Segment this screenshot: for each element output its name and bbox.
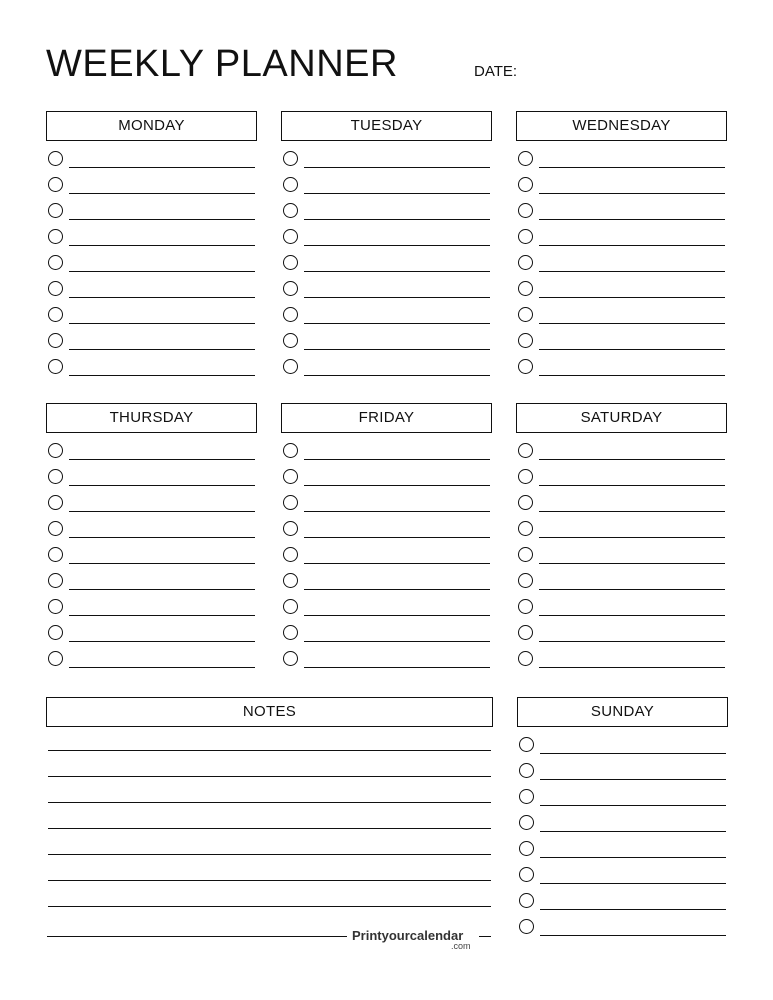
day-section-thursday: [46, 403, 257, 676]
task-line[interactable]: [539, 323, 725, 324]
checkbox-circle-icon[interactable]: [48, 469, 63, 484]
checkbox-circle-icon[interactable]: [518, 307, 533, 322]
checkbox-circle-icon[interactable]: [518, 281, 533, 296]
task-row[interactable]: [516, 520, 727, 546]
task-row[interactable]: [281, 468, 492, 494]
task-row[interactable]: [281, 546, 492, 572]
task-line[interactable]: [69, 459, 255, 460]
task-row[interactable]: [46, 150, 257, 176]
checkbox-circle-icon[interactable]: [48, 359, 63, 374]
task-row[interactable]: [517, 918, 728, 944]
checkbox-circle-icon[interactable]: [283, 359, 298, 374]
task-line[interactable]: [69, 297, 255, 298]
checkbox-circle-icon[interactable]: [48, 281, 63, 296]
task-line[interactable]: [539, 537, 725, 538]
checkbox-circle-icon[interactable]: [283, 521, 298, 536]
task-line[interactable]: [304, 245, 490, 246]
task-row[interactable]: [46, 332, 257, 358]
day-section-tuesday: [281, 111, 492, 384]
task-row[interactable]: [46, 280, 257, 306]
notes-line[interactable]: [46, 828, 493, 854]
task-line[interactable]: [304, 511, 490, 512]
task-row[interactable]: [516, 468, 727, 494]
task-line[interactable]: [304, 641, 490, 642]
checkbox-circle-icon[interactable]: [518, 625, 533, 640]
task-row[interactable]: [46, 572, 257, 598]
task-line[interactable]: [304, 537, 490, 538]
checkbox-circle-icon[interactable]: [518, 469, 533, 484]
task-line[interactable]: [69, 349, 255, 350]
task-line[interactable]: [539, 615, 725, 616]
task-row[interactable]: [517, 866, 728, 892]
checkbox-circle-icon[interactable]: [283, 547, 298, 562]
task-row[interactable]: [516, 358, 727, 384]
task-row[interactable]: [281, 572, 492, 598]
checkbox-circle-icon[interactable]: [283, 443, 298, 458]
checkbox-circle-icon[interactable]: [283, 203, 298, 218]
task-line[interactable]: [69, 589, 255, 590]
task-line[interactable]: [304, 349, 490, 350]
brand-domain: .com: [451, 941, 471, 951]
day-section-sunday: [517, 697, 728, 944]
task-row[interactable]: [46, 442, 257, 468]
task-row[interactable]: [281, 280, 492, 306]
checkbox-circle-icon[interactable]: [283, 151, 298, 166]
checkbox-circle-icon[interactable]: [283, 495, 298, 510]
task-row[interactable]: [46, 306, 257, 332]
task-list: [281, 150, 492, 384]
brand-logo-text: Printyourcalendar: [352, 928, 464, 943]
task-row[interactable]: [281, 520, 492, 546]
task-line[interactable]: [539, 219, 725, 220]
task-line[interactable]: [540, 883, 726, 884]
task-line[interactable]: [69, 375, 255, 376]
checkbox-circle-icon[interactable]: [48, 573, 63, 588]
task-row[interactable]: [516, 546, 727, 572]
task-line[interactable]: [539, 641, 725, 642]
task-line[interactable]: [540, 805, 726, 806]
task-line[interactable]: [304, 297, 490, 298]
task-line[interactable]: [69, 641, 255, 642]
task-line[interactable]: [304, 615, 490, 616]
task-line[interactable]: [539, 589, 725, 590]
page-title: WEEKLY PLANNER: [46, 43, 398, 85]
day-header: SUNDAY: [517, 697, 728, 727]
checkbox-circle-icon[interactable]: [518, 333, 533, 348]
notes-rule: [48, 802, 491, 803]
task-row[interactable]: [516, 624, 727, 650]
task-row[interactable]: [281, 624, 492, 650]
task-line[interactable]: [304, 219, 490, 220]
checkbox-circle-icon[interactable]: [519, 789, 534, 804]
checkbox-circle-icon[interactable]: [518, 177, 533, 192]
notes-line[interactable]: [46, 854, 493, 880]
checkbox-circle-icon[interactable]: [48, 333, 63, 348]
task-line[interactable]: [304, 459, 490, 460]
checkbox-circle-icon[interactable]: [519, 737, 534, 752]
task-row[interactable]: [516, 202, 727, 228]
checkbox-circle-icon[interactable]: [283, 255, 298, 270]
task-row[interactable]: [516, 598, 727, 624]
notes-section: [46, 697, 493, 932]
task-row[interactable]: [281, 306, 492, 332]
task-line[interactable]: [69, 245, 255, 246]
task-row[interactable]: [46, 202, 257, 228]
task-line[interactable]: [69, 511, 255, 512]
checkbox-circle-icon[interactable]: [518, 651, 533, 666]
notes-rule: [48, 906, 491, 907]
checkbox-circle-icon[interactable]: [48, 521, 63, 536]
task-line[interactable]: [69, 537, 255, 538]
task-line[interactable]: [539, 167, 725, 168]
task-line[interactable]: [304, 563, 490, 564]
day-section-saturday: [516, 403, 727, 676]
day-section-monday: [46, 111, 257, 384]
task-row[interactable]: [516, 176, 727, 202]
checkbox-circle-icon[interactable]: [283, 307, 298, 322]
checkbox-circle-icon[interactable]: [283, 599, 298, 614]
day-header: MONDAY: [46, 111, 257, 141]
task-row[interactable]: [281, 598, 492, 624]
task-row[interactable]: [516, 442, 727, 468]
task-line[interactable]: [69, 193, 255, 194]
checkbox-circle-icon[interactable]: [48, 599, 63, 614]
task-row[interactable]: [46, 494, 257, 520]
checkbox-circle-icon[interactable]: [48, 307, 63, 322]
notes-line[interactable]: [46, 776, 493, 802]
task-row[interactable]: [516, 650, 727, 676]
day-section-friday: [281, 403, 492, 676]
task-row[interactable]: [517, 892, 728, 918]
task-row[interactable]: [281, 254, 492, 280]
checkbox-circle-icon[interactable]: [48, 495, 63, 510]
task-row[interactable]: [516, 572, 727, 598]
task-line[interactable]: [69, 219, 255, 220]
checkbox-circle-icon[interactable]: [518, 547, 533, 562]
checkbox-circle-icon[interactable]: [518, 599, 533, 614]
notes-rule: [48, 880, 491, 881]
checkbox-circle-icon[interactable]: [518, 359, 533, 374]
task-line[interactable]: [304, 167, 490, 168]
checkbox-circle-icon[interactable]: [518, 229, 533, 244]
checkbox-circle-icon[interactable]: [519, 815, 534, 830]
task-row[interactable]: [517, 840, 728, 866]
task-row[interactable]: [46, 228, 257, 254]
task-line[interactable]: [69, 323, 255, 324]
day-header: WEDNESDAY: [516, 111, 727, 141]
task-list: [46, 150, 257, 384]
checkbox-circle-icon[interactable]: [283, 651, 298, 666]
task-line[interactable]: [540, 857, 726, 858]
task-row[interactable]: [516, 150, 727, 176]
checkbox-circle-icon[interactable]: [283, 177, 298, 192]
notes-rule: [48, 854, 491, 855]
checkbox-circle-icon[interactable]: [48, 255, 63, 270]
task-row[interactable]: [46, 598, 257, 624]
task-line[interactable]: [539, 375, 725, 376]
checkbox-circle-icon[interactable]: [283, 281, 298, 296]
task-row[interactable]: [517, 814, 728, 840]
task-row[interactable]: [281, 150, 492, 176]
notes-rule: [48, 750, 491, 751]
day-header: FRIDAY: [281, 403, 492, 433]
task-line[interactable]: [539, 563, 725, 564]
task-line[interactable]: [539, 459, 725, 460]
task-row[interactable]: [281, 332, 492, 358]
task-row[interactable]: [281, 442, 492, 468]
task-line[interactable]: [539, 297, 725, 298]
checkbox-circle-icon[interactable]: [48, 203, 63, 218]
footer-dash: [479, 936, 491, 937]
task-line[interactable]: [304, 667, 490, 668]
task-line[interactable]: [539, 245, 725, 246]
task-list: [516, 442, 727, 676]
task-line[interactable]: [69, 563, 255, 564]
checkbox-circle-icon[interactable]: [48, 177, 63, 192]
notes-header: NOTES: [46, 697, 493, 727]
task-line[interactable]: [539, 485, 725, 486]
checkbox-circle-icon[interactable]: [48, 443, 63, 458]
task-line[interactable]: [539, 193, 725, 194]
day-section-wednesday: [516, 111, 727, 384]
checkbox-circle-icon[interactable]: [48, 651, 63, 666]
task-list: [516, 150, 727, 384]
task-line[interactable]: [69, 271, 255, 272]
notes-line[interactable]: [46, 750, 493, 776]
checkbox-circle-icon[interactable]: [518, 255, 533, 270]
task-row[interactable]: [46, 624, 257, 650]
task-row[interactable]: [517, 736, 728, 762]
checkbox-circle-icon[interactable]: [48, 229, 63, 244]
task-row[interactable]: [516, 280, 727, 306]
notes-lines: [46, 750, 493, 932]
task-row[interactable]: [46, 358, 257, 384]
footer-rule: [47, 936, 347, 937]
task-line[interactable]: [539, 271, 725, 272]
task-row[interactable]: [46, 176, 257, 202]
task-line[interactable]: [304, 485, 490, 486]
notes-rule: [48, 828, 491, 829]
task-line[interactable]: [69, 167, 255, 168]
day-header: TUESDAY: [281, 111, 492, 141]
checkbox-circle-icon[interactable]: [518, 203, 533, 218]
task-row[interactable]: [516, 306, 727, 332]
checkbox-circle-icon[interactable]: [519, 763, 534, 778]
checkbox-circle-icon[interactable]: [48, 547, 63, 562]
task-row[interactable]: [281, 176, 492, 202]
task-row[interactable]: [516, 254, 727, 280]
task-row[interactable]: [281, 202, 492, 228]
checkbox-circle-icon[interactable]: [518, 573, 533, 588]
task-row[interactable]: [517, 788, 728, 814]
checkbox-circle-icon[interactable]: [518, 151, 533, 166]
task-row[interactable]: [46, 546, 257, 572]
task-row[interactable]: [46, 520, 257, 546]
checkbox-circle-icon[interactable]: [519, 867, 534, 882]
task-line[interactable]: [539, 511, 725, 512]
task-line[interactable]: [539, 349, 725, 350]
task-row[interactable]: [516, 228, 727, 254]
task-line[interactable]: [540, 831, 726, 832]
task-line[interactable]: [540, 753, 726, 754]
task-line[interactable]: [304, 323, 490, 324]
checkbox-circle-icon[interactable]: [519, 893, 534, 908]
task-line[interactable]: [69, 615, 255, 616]
date-label: DATE:: [474, 63, 518, 80]
task-row[interactable]: [46, 650, 257, 676]
task-line[interactable]: [304, 375, 490, 376]
notes-rule: [48, 776, 491, 777]
task-row[interactable]: [46, 254, 257, 280]
footer-brand: [47, 928, 491, 952]
task-row[interactable]: [281, 228, 492, 254]
checkbox-circle-icon[interactable]: [283, 229, 298, 244]
task-row[interactable]: [281, 358, 492, 384]
task-list: [281, 442, 492, 676]
day-header: THURSDAY: [46, 403, 257, 433]
task-row[interactable]: [517, 762, 728, 788]
checkbox-circle-icon[interactable]: [283, 469, 298, 484]
checkbox-circle-icon[interactable]: [518, 443, 533, 458]
task-row[interactable]: [281, 494, 492, 520]
notes-line[interactable]: [46, 880, 493, 906]
checkbox-circle-icon[interactable]: [48, 151, 63, 166]
task-list: [46, 442, 257, 676]
task-line[interactable]: [540, 779, 726, 780]
checkbox-circle-icon[interactable]: [518, 521, 533, 536]
task-list: [517, 736, 728, 944]
task-row[interactable]: [46, 468, 257, 494]
task-row[interactable]: [516, 332, 727, 358]
task-line[interactable]: [304, 271, 490, 272]
checkbox-circle-icon[interactable]: [518, 495, 533, 510]
checkbox-circle-icon[interactable]: [283, 333, 298, 348]
task-line[interactable]: [540, 935, 726, 936]
checkbox-circle-icon[interactable]: [283, 573, 298, 588]
task-line[interactable]: [69, 667, 255, 668]
task-row[interactable]: [281, 650, 492, 676]
task-line[interactable]: [539, 667, 725, 668]
task-line[interactable]: [304, 193, 490, 194]
task-line[interactable]: [69, 485, 255, 486]
checkbox-circle-icon[interactable]: [519, 841, 534, 856]
day-header: SATURDAY: [516, 403, 727, 433]
checkbox-circle-icon[interactable]: [48, 625, 63, 640]
task-line[interactable]: [304, 589, 490, 590]
task-row[interactable]: [516, 494, 727, 520]
notes-line[interactable]: [46, 802, 493, 828]
checkbox-circle-icon[interactable]: [283, 625, 298, 640]
checkbox-circle-icon[interactable]: [519, 919, 534, 934]
task-line[interactable]: [540, 909, 726, 910]
